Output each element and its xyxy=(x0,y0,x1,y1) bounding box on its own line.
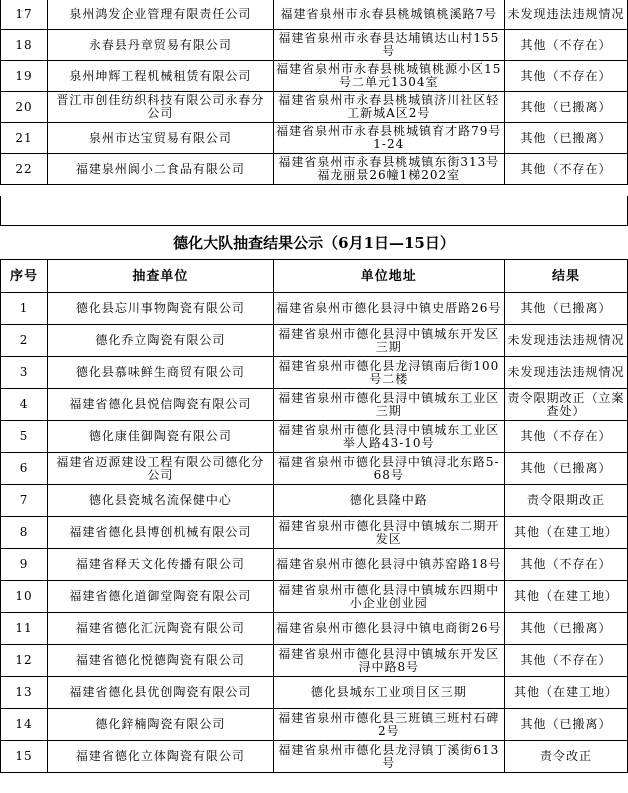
cell-unit: 德化鋅楠陶瓷有限公司 xyxy=(48,709,273,741)
header-unit: 抽查单位 xyxy=(48,260,273,293)
table-row xyxy=(1,709,628,741)
table-row xyxy=(1,357,628,389)
cell-unit: 泉州坤辉工程机械租赁有限公司 xyxy=(48,61,273,92)
cell-no: 19 xyxy=(1,61,48,92)
dehua-results-table xyxy=(0,259,628,773)
table-row xyxy=(1,61,628,92)
cell-unit: 泉州市达宝贸易有限公司 xyxy=(48,123,273,154)
cell-address: 福建省泉州市德化县浔中镇城东工业区举人路43-10号 xyxy=(273,421,505,453)
cell-no: 21 xyxy=(1,123,48,154)
table-row xyxy=(1,453,628,485)
cell-unit: 德化康佳御陶瓷有限公司 xyxy=(48,421,273,453)
cell-no: 2 xyxy=(1,325,48,357)
cell-address: 德化县隆中路 xyxy=(273,485,505,517)
cell-address: 福建省泉州市德化县龙浔镇丁溪街613号 xyxy=(273,741,505,773)
table-row xyxy=(1,389,628,421)
cell-address: 福建省泉州市永春县桃城镇桃源小区15号二单元1304室 xyxy=(273,61,505,92)
cell-result: 其他（不存在） xyxy=(505,421,628,453)
cell-no: 14 xyxy=(1,709,48,741)
table-row xyxy=(1,677,628,709)
cell-no: 7 xyxy=(1,485,48,517)
cell-address: 福建省泉州市德化县浔中镇电商街26号 xyxy=(273,613,505,645)
table-row xyxy=(1,123,628,154)
cell-result: 其他（已搬离） xyxy=(505,453,628,485)
previous-results-table xyxy=(0,0,628,185)
cell-result: 其他（不存在） xyxy=(505,61,628,92)
cell-unit: 福建省德化县优创陶瓷有限公司 xyxy=(48,677,273,709)
cell-result: 其他（在建工地） xyxy=(505,581,628,613)
cell-result: 未发现违法违规情况 xyxy=(505,357,628,389)
cell-address: 福建省泉州市德化县浔中镇城东开发区三期 xyxy=(273,325,505,357)
cell-unit: 福建省德化立体陶瓷有限公司 xyxy=(48,741,273,773)
cell-no: 5 xyxy=(1,421,48,453)
cell-address: 德化县城东工业项目区三期 xyxy=(273,677,505,709)
cell-result: 其他（不存在） xyxy=(505,154,628,185)
cell-no: 1 xyxy=(1,293,48,325)
cell-result: 其他（在建工地） xyxy=(505,677,628,709)
cell-unit: 德化乔立陶瓷有限公司 xyxy=(48,325,273,357)
cell-address: 福建省泉州市德化县龙浔镇南后街100号二楼 xyxy=(273,357,505,389)
cell-address: 福建省泉州市永春县桃城镇东街313号福龙丽景26幢1梯202室 xyxy=(273,154,505,185)
table-row xyxy=(1,293,628,325)
cell-address: 福建省泉州市永春县桃城镇育才路79号1-24 xyxy=(273,123,505,154)
header-address: 单位地址 xyxy=(273,260,505,293)
cell-unit: 泉州鸿发企业管理有限责任公司 xyxy=(48,0,273,30)
cell-no: 20 xyxy=(1,92,48,123)
cell-unit: 福建泉州阆小二食品有限公司 xyxy=(48,154,273,185)
cell-no: 4 xyxy=(1,389,48,421)
header-result: 结果 xyxy=(505,260,628,293)
cell-no: 15 xyxy=(1,741,48,773)
cell-address: 福建省泉州市永春县桃城镇桃溪路7号 xyxy=(273,0,505,30)
blank-spacer-row xyxy=(0,196,628,226)
cell-address: 福建省泉州市德化县浔中镇浔北东路5-68号 xyxy=(273,453,505,485)
cell-result: 其他（已搬离） xyxy=(505,613,628,645)
cell-no: 12 xyxy=(1,645,48,677)
cell-result: 其他（已搬离） xyxy=(505,92,628,123)
table-row xyxy=(1,741,628,773)
header-row xyxy=(1,260,628,293)
cell-result: 其他（在建工地） xyxy=(505,517,628,549)
cell-no: 8 xyxy=(1,517,48,549)
cell-unit: 福建省德化汇沅陶瓷有限公司 xyxy=(48,613,273,645)
table-row xyxy=(1,421,628,453)
cell-address: 福建省泉州市德化县浔中镇城东二期开发区 xyxy=(273,517,505,549)
cell-unit: 福建省释天文化传播有限公司 xyxy=(48,549,273,581)
cell-result: 其他（已搬离） xyxy=(505,123,628,154)
table-row xyxy=(1,645,628,677)
table-row xyxy=(1,549,628,581)
table-row xyxy=(1,613,628,645)
cell-result: 责令限期改正 xyxy=(505,485,628,517)
dehua-results-body xyxy=(1,293,628,773)
table-row xyxy=(1,92,628,123)
cell-address: 福建省泉州市德化县浔中镇史厝路26号 xyxy=(273,293,505,325)
cell-no: 3 xyxy=(1,357,48,389)
cell-result: 责令限期改正（立案查处） xyxy=(505,389,628,421)
table-row xyxy=(1,517,628,549)
cell-unit: 福建省迈源建设工程有限公司德化分公司 xyxy=(48,453,273,485)
section-title: 德化大队抽查结果公示（6月1日—15日） xyxy=(173,234,455,252)
cell-result: 其他（不存在） xyxy=(505,30,628,61)
cell-no: 13 xyxy=(1,677,48,709)
cell-unit: 德化县忘川事物陶瓷有限公司 xyxy=(48,293,273,325)
cell-unit: 德化县瓷城名流保健中心 xyxy=(48,485,273,517)
cell-unit: 福建省德化悦德陶瓷有限公司 xyxy=(48,645,273,677)
cell-unit: 永春县丹章贸易有限公司 xyxy=(48,30,273,61)
cell-no: 10 xyxy=(1,581,48,613)
table-header xyxy=(1,260,628,293)
cell-result: 未发现违法违规情况 xyxy=(505,0,628,30)
cell-no: 9 xyxy=(1,549,48,581)
cell-unit: 德化县慕味鲜生商贸有限公司 xyxy=(48,357,273,389)
table-row xyxy=(1,485,628,517)
table-row xyxy=(1,154,628,185)
cell-result: 其他（已搬离） xyxy=(505,293,628,325)
cell-no: 18 xyxy=(1,30,48,61)
previous-results-body xyxy=(1,0,628,185)
cell-result: 其他（不存在） xyxy=(505,645,628,677)
cell-result: 责令改正 xyxy=(505,741,628,773)
cell-address: 福建省泉州市永春县达埔镇达山村155号 xyxy=(273,30,505,61)
cell-no: 22 xyxy=(1,154,48,185)
cell-address: 福建省泉州市永春县桃城镇济川社区轻工新城A区2号 xyxy=(273,92,505,123)
cell-address: 福建省泉州市德化县浔中镇城东开发区浔中路8号 xyxy=(273,645,505,677)
table-row xyxy=(1,581,628,613)
cell-address: 福建省泉州市德化县浔中镇城东工业区三期 xyxy=(273,389,505,421)
cell-unit: 晋江市创佳纺织科技有限公司永春分公司 xyxy=(48,92,273,123)
table-row xyxy=(1,0,628,30)
table-row xyxy=(1,325,628,357)
cell-unit: 福建省德化县悦信陶瓷有限公司 xyxy=(48,389,273,421)
cell-unit: 福建省德化县博创机械有限公司 xyxy=(48,517,273,549)
cell-result: 其他（已搬离） xyxy=(505,709,628,741)
table-row xyxy=(1,30,628,61)
cell-no: 17 xyxy=(1,0,48,30)
cell-address: 福建省泉州市德化县浔中镇苏窑路18号 xyxy=(273,549,505,581)
cell-result: 其他（不存在） xyxy=(505,549,628,581)
cell-no: 11 xyxy=(1,613,48,645)
cell-no: 6 xyxy=(1,453,48,485)
cell-result: 未发现违法违规情况 xyxy=(505,325,628,357)
header-no: 序号 xyxy=(1,260,48,293)
cell-unit: 福建省德化道御堂陶瓷有限公司 xyxy=(48,581,273,613)
cell-address: 福建省泉州市德化县三班镇三班村石碑2号 xyxy=(273,709,505,741)
cell-address: 福建省泉州市德化县浔中镇城东四期中小企业创业园 xyxy=(273,581,505,613)
